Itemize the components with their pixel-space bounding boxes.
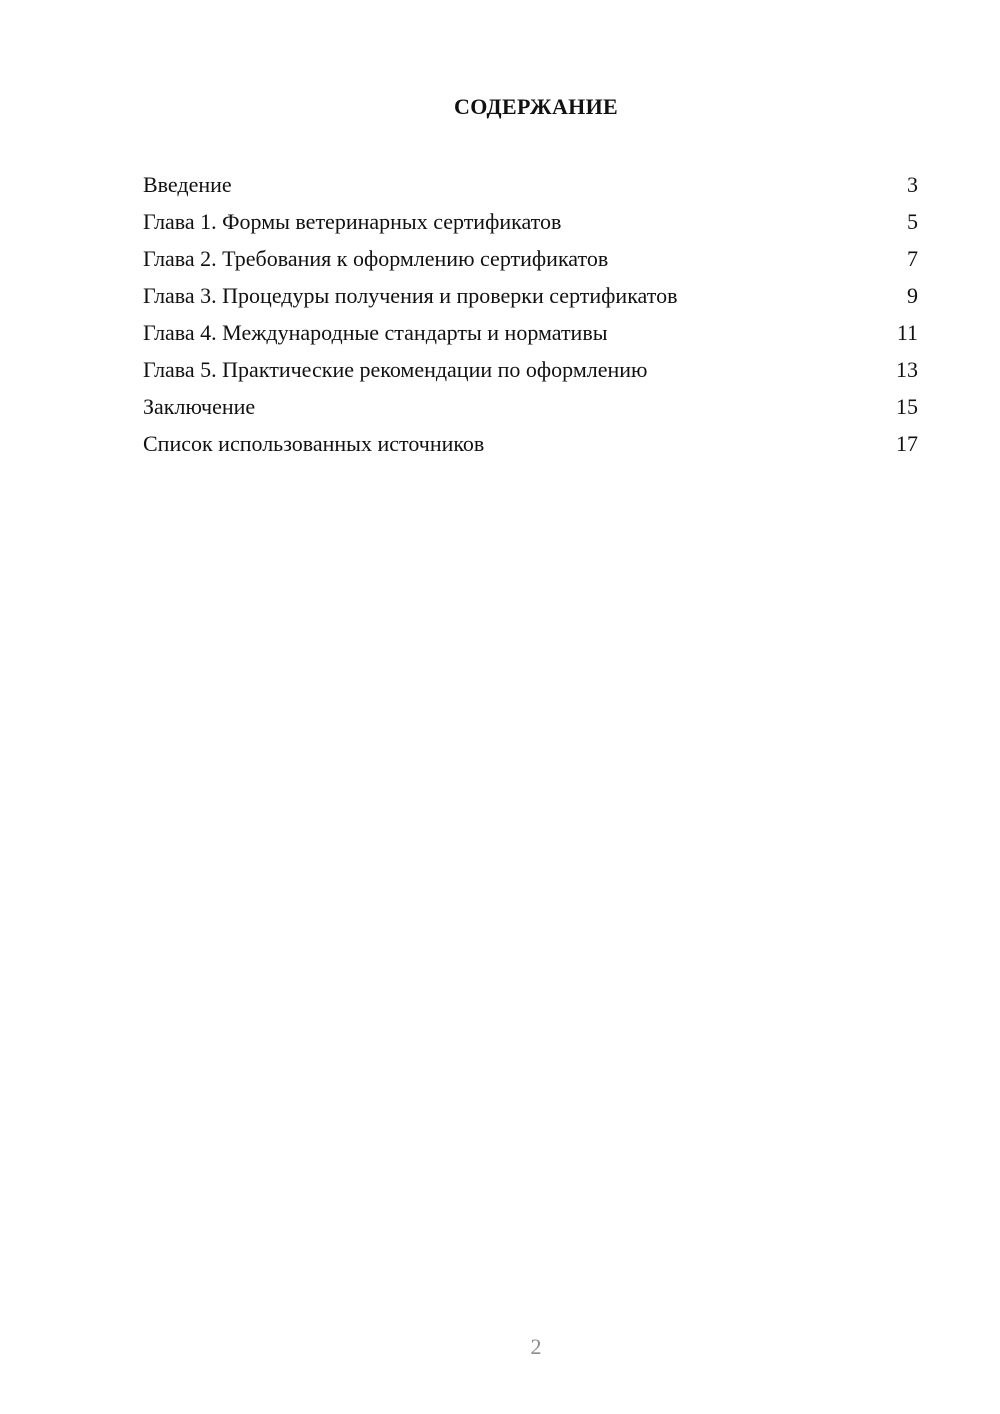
toc-entry-page-number: 15 [896,394,918,419]
toc-entry-page-number: 9 [907,283,918,308]
toc-entry-label: Глава 1. Формы ветеринарных сертификатов [143,209,562,234]
page-title: СОДЕРЖАНИЕ [454,94,618,119]
toc-entry-chapter-1[interactable] [143,205,918,242]
toc-entry-introduction[interactable] [143,168,918,205]
toc-entry-chapter-4[interactable] [143,316,918,353]
toc-entry-chapter-2[interactable] [143,242,918,279]
toc-entry-label: Заключение [143,394,256,419]
toc-entry-references[interactable] [143,427,918,464]
toc-entry-chapter-5[interactable] [143,353,918,390]
toc-entry-label: Глава 5. Практические рекомендации по оформлению [143,357,648,382]
toc-entry-page-number: 13 [896,357,918,382]
toc-entry-page-number: 17 [896,431,918,456]
toc-entry-page-number: 11 [896,320,918,345]
toc-entry-chapter-3[interactable] [143,279,918,316]
page-number: 2 [530,1334,542,1359]
toc-entry-label: Глава 4. Международные стандарты и нормативы [143,320,608,345]
toc-entry-label: Глава 3. Процедуры получения и проверки сертификатов [143,283,678,308]
toc-entry-label: Список использованных источников [143,431,485,456]
toc-entry-label: Введение [143,172,232,197]
table-of-contents [143,168,918,464]
toc-entry-conclusion[interactable] [143,390,918,427]
toc-entry-page-number: 5 [907,209,918,234]
toc-entry-page-number: 7 [907,246,918,271]
toc-entry-label: Глава 2. Требования к оформлению сертификатов [143,246,609,271]
toc-entry-page-number: 3 [907,172,918,197]
